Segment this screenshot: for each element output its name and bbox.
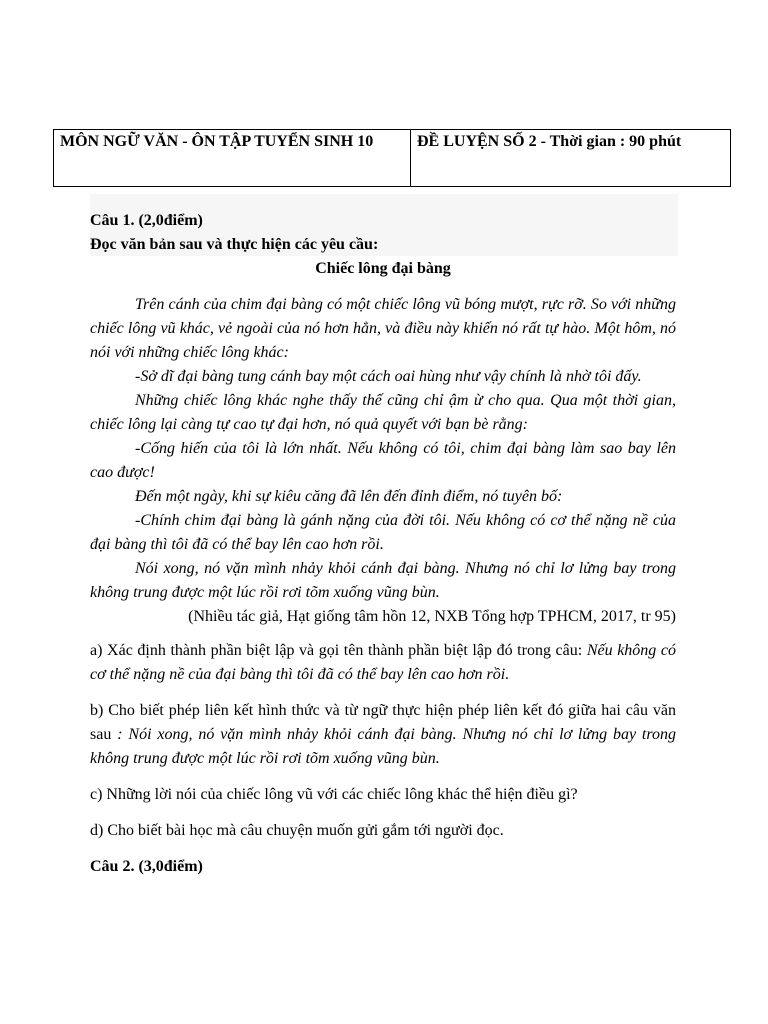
passage-title: Chiếc lông đại bàng — [315, 260, 451, 277]
question-a-quote: Nếu không có cơ thể nặng nề của đại bàng thì tôi đã có thể bay lên cao hơn rồi. — [90, 642, 676, 683]
question-a — [90, 639, 676, 687]
story-paragraph: Những chiếc lông khác nghe thấy thế cũng chỉ ậm ừ cho qua. Qua một thời gian, chiếc lông lại càng tự cao tự đại hơn, nó quả quyết với bạn bè rằng: — [90, 392, 676, 433]
question-b — [90, 699, 676, 771]
story-paragraph: -Chính chim đại bàng là gánh nặng của đời tôi. Nếu không có cơ thể nặng nề của đại bàng thì tôi đã có thể bay lên cao hơn rồi. — [90, 512, 676, 553]
question-a-text: a) Xác định thành phần biệt lập và gọi tên thành phần biệt lập đó trong câu: — [90, 642, 587, 659]
question-d: d) Cho biết bài học mà câu chuyện muốn gửi gắm tới người đọc. — [90, 822, 504, 839]
story-paragraph: -Cống hiến của tôi là lớn nhất. Nếu không có tôi, chim đại bàng làm sao bay lên cao được! — [90, 440, 676, 481]
subject-cell: MÔN NGỮ VĂN - ÔN TẬP TUYỂN SINH 10 — [54, 130, 411, 186]
story-paragraph: -Sở dĩ đại bàng tung cánh bay một cách oai hùng như vậy chính là nhờ tôi đấy. — [135, 368, 642, 385]
story-paragraph: Trên cánh của chim đại bàng có một chiếc lông vũ bóng mượt, rực rỡ. So với những chiếc lông vũ khác, vẻ ngoài của nó hơn hẳn, và điều này khiến nó rất tự hào. Một hôm, nó nói với những chiếc lông khác: — [90, 296, 676, 361]
story-paragraph: Nói xong, nó vặn mình nhảy khỏi cánh đại bàng. Nhưng nó chỉ lơ lửng bay trong không trung được một lúc rồi rơi tõm xuống vũng bùn. — [90, 560, 676, 601]
story-passage — [90, 293, 676, 629]
story-paragraph: Đến một ngày, khi sự kiêu căng đã lên đến đỉnh điểm, nó tuyên bố: — [135, 488, 563, 505]
question-b-quote: : Nói xong, nó vặn mình nhảy khỏi cánh đại bàng. Nhưng nó chỉ lơ lửng bay trong không trung được một lúc rồi rơi tõm xuống vũng bùn. — [90, 726, 677, 767]
exam-header-table — [53, 129, 731, 187]
question-2-title: Câu 2. (3,0điểm) — [90, 858, 203, 875]
exam-info-cell: ĐỀ LUYỆN SỐ 2 - Thời gian : 90 phút — [417, 133, 682, 150]
question-1-title: Câu 1. (2,0điểm) — [90, 212, 203, 229]
source-citation: (Nhiều tác giả, Hạt giống tâm hồn 12, NXB Tổng hợp TPHCM, 2017, tr 95) — [188, 608, 676, 625]
question-1-instruction: Đọc văn bản sau và thực hiện các yêu cầu: — [90, 236, 379, 253]
question-b-text: b) Cho biết phép liên kết hình thức và từ ngữ thực hiện phép liên kết đó giữa hai câu văn sau — [90, 702, 676, 743]
exam-content — [90, 209, 676, 879]
question-c: c) Những lời nói của chiếc lông vũ với các chiếc lông khác thể hiện điều gì? — [90, 786, 578, 803]
